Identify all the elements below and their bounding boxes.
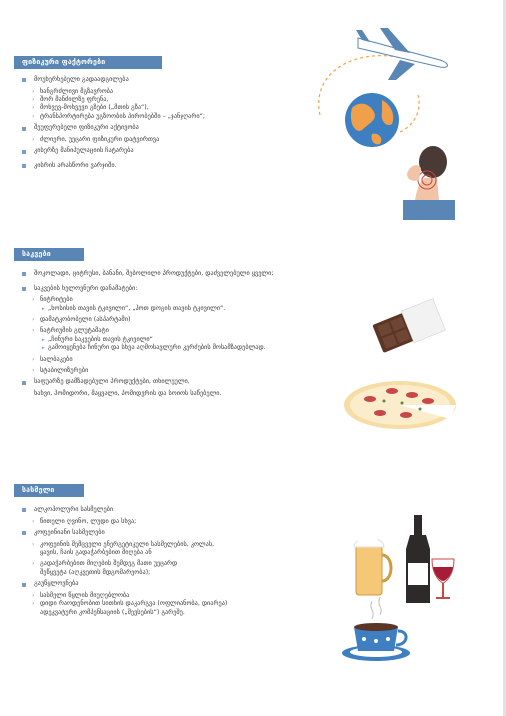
- square-bullet-icon: [22, 150, 26, 154]
- chocolate-bar-illustration: [368, 298, 448, 358]
- hand-shape: [407, 165, 421, 181]
- square-bullet-icon: [22, 78, 26, 82]
- neck-pain-illustration: [395, 140, 455, 220]
- sub-item-text: დიდი რაოდენობით სითხის დაკარგვა (ოფლიანობა, დიარეა): [40, 600, 228, 608]
- wine-glass-icon: [432, 559, 454, 599]
- square-bullet-icon: [22, 127, 26, 131]
- sub-sub-item-text: გამოიყენება ჩინური და სხვა აღმოსავლური კერძების მოსამზადებლად.: [48, 344, 266, 352]
- triangle-bullet-icon: ▸: [42, 336, 45, 343]
- pizza-illustration: [340, 375, 460, 435]
- beer-mug-icon: [354, 531, 391, 595]
- sub-item-text: სასმელი წყლის მიუღებლობა: [40, 591, 130, 599]
- square-bullet-icon: [22, 508, 26, 512]
- chevron-right-icon: ›: [32, 296, 35, 304]
- shirt-shape: [403, 200, 455, 220]
- chevron-right-icon: ›: [32, 96, 35, 103]
- sub-item: [22, 136, 312, 144]
- chevron-right-icon: ›: [32, 316, 35, 323]
- list-item: [22, 76, 312, 84]
- list-item: [22, 285, 362, 293]
- sub-item: [22, 296, 362, 304]
- sub-item: [22, 356, 362, 364]
- sub-item-text: ხანგრძლივი მგზავრობა: [40, 87, 114, 95]
- sub-item-text: გადაჭარბებით მიღების შემდეგ მათი უეცარდ: [40, 560, 178, 568]
- item-text: შოკოლადი, ციტრუსი, ბანანი, შებოლილი პროდუქტები, დაძველებული ყველი;: [34, 270, 274, 277]
- sub-item: [22, 104, 312, 112]
- globe-icon: [345, 93, 399, 147]
- section-title: სასმელი: [22, 486, 55, 494]
- sub-sub-item-text: „ხოსისის თავის ტკივილი“, „ჰოთ დოგის თავის ტკივილი“.: [48, 304, 226, 312]
- list-item: [22, 124, 312, 132]
- chevron-right-icon: ›: [32, 87, 35, 95]
- coffee-cup-illustration: [340, 595, 420, 665]
- chevron-right-icon: ›: [32, 540, 35, 548]
- sub-item: [22, 518, 322, 526]
- airplane-globe-illustration: [300, 20, 460, 150]
- sub-item-text: ნიტრიტები: [40, 296, 73, 304]
- airplane-icon: [356, 28, 448, 80]
- item-text-continued: ხახვი, პომიდორი, მაყვალი, პომიდვრის და სოიოს საწებელი.: [34, 390, 222, 398]
- item-text: საფუარზე დამზადებული პროდუქტები, თხილეული,: [34, 378, 190, 386]
- list-item: [22, 270, 362, 278]
- item-text: კისრის არასწორი ვარჯიში.: [34, 161, 117, 169]
- sub-item-text: დამატკობობელი (ასპარტამი): [40, 316, 131, 323]
- sub-item: [22, 541, 322, 549]
- wine-bottle-icon: [406, 515, 430, 603]
- section-title: საკვები: [22, 250, 51, 258]
- chevron-right-icon: ›: [32, 355, 35, 363]
- square-bullet-icon: [22, 583, 26, 587]
- triangle-bullet-icon: ▸: [42, 305, 45, 312]
- sub-item-text: სალბაკები: [40, 355, 73, 363]
- sub-item-text-continued: შეწყვეტა (აღკვეთის მდგომარეობა);: [40, 568, 151, 576]
- sub-item: [22, 316, 362, 324]
- square-bullet-icon: [22, 531, 26, 535]
- section-physical-list: [22, 76, 312, 173]
- section-header-food: [14, 248, 84, 261]
- sub-item-text: შორ მანძილზე ფრენა,: [40, 96, 109, 103]
- item-text: შეუფერებელი ფიზიკური აქტივობა: [34, 124, 139, 132]
- chevron-right-icon: ›: [32, 591, 35, 599]
- sub-item-text: ძლიერი, უეცარი ფიზიკური დატვირთვა: [40, 135, 160, 143]
- item-text: კოფეინიანი სასმელები: [34, 529, 105, 536]
- sub-sub-item-text: „ჩინური საკვების თავის ტკივილი“: [48, 335, 153, 343]
- chevron-right-icon: ›: [32, 135, 35, 143]
- sub-item-text-continued: ყავის, ჩაის გადაჭარბებით მიღება ან: [40, 549, 152, 556]
- list-item: [22, 506, 322, 514]
- item-text: მოუხერხებელი გადაადგილება: [34, 76, 129, 83]
- sub-item: [22, 600, 322, 608]
- sub-item-text: კოფეინის შემცველი ენერგეტიკული სასმელების, კოლას,: [40, 540, 215, 548]
- chevron-right-icon: ›: [32, 112, 35, 120]
- item-text: კისერზე მანიპულაციის ჩატარება: [34, 147, 134, 155]
- sub-item-text-continued: ადეკვატური კომპენსაციის („შევსების“) გარეშე.: [40, 608, 185, 616]
- square-bullet-icon: [22, 164, 26, 168]
- list-item: [22, 378, 362, 386]
- sub-item-text: წითელი ღვინო, ლუდი და სხვა;: [40, 517, 137, 525]
- item-text: საკვების ხელოვნური დანამატები:: [34, 284, 138, 292]
- section-food-list: [22, 270, 362, 398]
- chevron-right-icon: ›: [32, 600, 35, 608]
- beer-wine-illustration: [350, 515, 460, 605]
- section-drinks-list: [22, 506, 322, 617]
- triangle-bullet-icon: ▸: [42, 345, 45, 352]
- section-header-physical: [14, 56, 162, 69]
- square-bullet-icon: [22, 287, 26, 291]
- sub-item: [22, 113, 312, 121]
- square-bullet-icon: [22, 272, 26, 276]
- chevron-right-icon: ›: [32, 367, 35, 375]
- sub-sub-item: [22, 305, 362, 313]
- flight-path-return: [400, 95, 419, 132]
- sub-item-text: სტაბილიზურები: [40, 367, 89, 375]
- list-item: [22, 147, 312, 155]
- item-text: გაუწყლოვნება: [34, 580, 79, 588]
- list-item: [22, 162, 312, 170]
- list-item: [22, 580, 322, 588]
- sub-sub-item: [22, 336, 362, 344]
- sub-sub-item: [22, 344, 362, 352]
- sub-item: [22, 88, 312, 96]
- section-title: ფიზიკური ფაქტორები: [22, 58, 106, 66]
- chevron-right-icon: ›: [32, 560, 35, 568]
- sub-item-text: ტრანსპორტირება უგზოობის პირობებში – „ჯანჯღარი“;: [40, 112, 206, 120]
- sub-item: [22, 592, 322, 600]
- list-item: [22, 529, 322, 537]
- section-header-drinks: [14, 484, 84, 497]
- item-text: ალკოჰოლური სასმელები: [34, 506, 114, 513]
- chevron-right-icon: ›: [32, 327, 35, 335]
- chevron-right-icon: ›: [32, 517, 35, 525]
- sub-item: [22, 560, 322, 568]
- sub-item-text: ნატრიუმის გლუტამატი: [40, 327, 109, 335]
- chevron-right-icon: ›: [32, 104, 35, 112]
- square-bullet-icon: [22, 381, 26, 385]
- sub-item-text: მოხვევ-მოხვევი გზები („მთის გზა“),: [40, 104, 149, 112]
- sub-item: [22, 327, 362, 335]
- sub-item: [22, 367, 362, 375]
